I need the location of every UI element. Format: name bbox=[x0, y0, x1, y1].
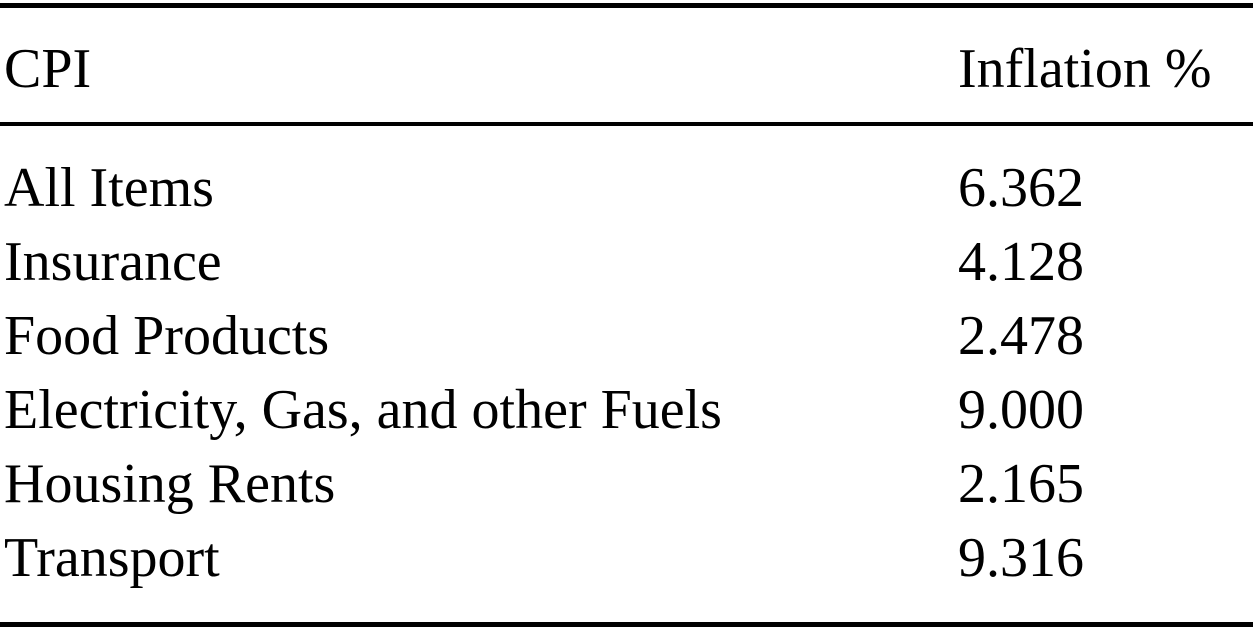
table-row bbox=[0, 527, 1253, 600]
row-value: 9.316 bbox=[958, 527, 1084, 589]
row-label: All Items bbox=[4, 157, 214, 219]
top-rule bbox=[0, 3, 1253, 8]
row-value: 4.128 bbox=[958, 231, 1084, 293]
header-cpi: CPI bbox=[4, 38, 92, 100]
header-rule bbox=[0, 122, 1253, 126]
bottom-rule bbox=[0, 622, 1253, 627]
row-label: Food Products bbox=[4, 305, 330, 367]
table-row bbox=[0, 231, 1253, 304]
row-label: Electricity, Gas, and other Fuels bbox=[4, 379, 722, 441]
row-value: 9.000 bbox=[958, 379, 1084, 441]
table-row bbox=[0, 157, 1253, 230]
row-value: 2.478 bbox=[958, 305, 1084, 367]
row-value: 6.362 bbox=[958, 157, 1084, 219]
row-label: Transport bbox=[4, 527, 220, 589]
header-inflation: Inflation % bbox=[958, 38, 1212, 100]
row-label: Insurance bbox=[4, 231, 222, 293]
row-label: Housing Rents bbox=[4, 453, 336, 515]
table-row bbox=[0, 379, 1253, 452]
row-value: 2.165 bbox=[958, 453, 1084, 515]
table-row bbox=[0, 305, 1253, 378]
table-row bbox=[0, 453, 1253, 526]
